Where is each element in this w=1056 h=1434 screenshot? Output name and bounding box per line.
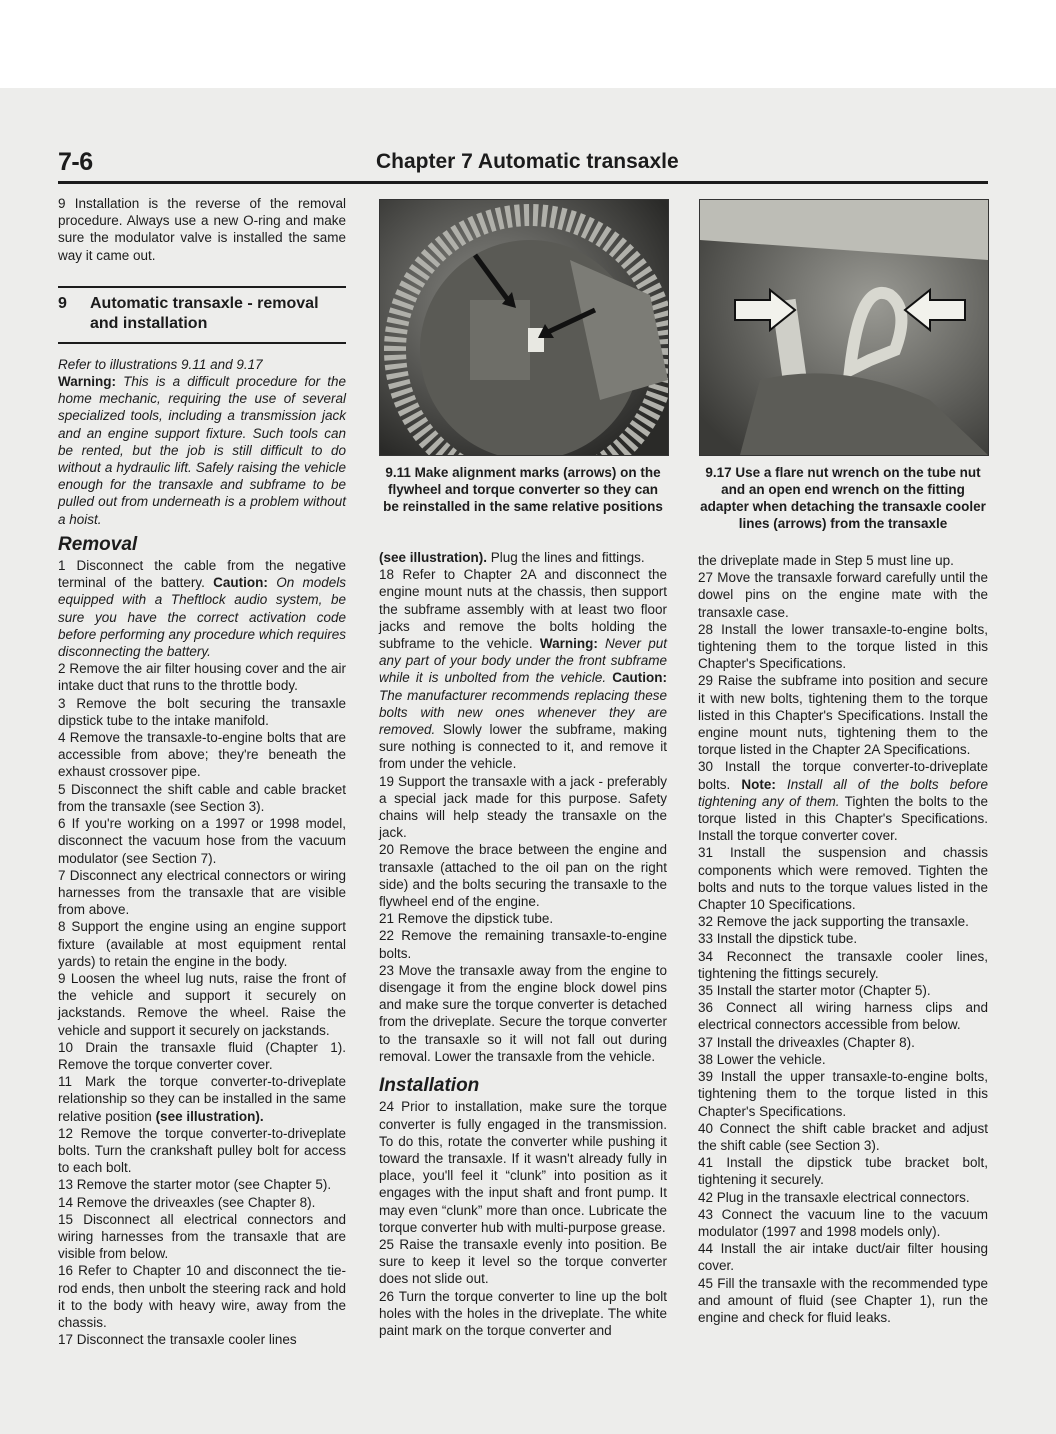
see-illustration: (see illustration). bbox=[155, 1108, 264, 1124]
caution-text: On models equipped with a Theftlock audio system, be sure you have the correct activation code before performing any procedure which requires disconnecting the battery. bbox=[58, 575, 346, 660]
step-24: 24 Prior to installation, make sure the torque converter is fully engaged in the transmission. To do this, rotate the converter while pushing it toward the transaxle. If it wasn't already fully in place, you'll feel it “clunk” into position as it engages with the input shaft and front pump. It may even “clunk” more than once. Lubricate the torque converter hub with multi-purpose grease. bbox=[379, 1099, 667, 1235]
warning-text: This is a difficult procedure for the home mechanic, requiring the use of several specialized tools, including a transmission jack and an engine support fixture. Such tools can be rented, but the job is still difficult to do without a hydraulic lift. Safely raising the vehicle enough for the transaxle and subframe to be pulled out from underneath is a problem without a hoist. bbox=[58, 374, 346, 527]
intro-paragraph: 9 Installation is the reverse of the removal procedure. Always use a new O-ring and make sure the modulator valve is installed the same way it came out. bbox=[58, 196, 346, 263]
column-left bbox=[58, 195, 346, 1348]
step-25: 25 Raise the transaxle evenly into position. Be sure to keep it level so the torque converter does not slide out. bbox=[379, 1236, 667, 1287]
step-38: 38 Lower the vehicle. bbox=[698, 1051, 826, 1067]
step-23: 23 Move the transaxle away from the engine to disengage it from the engine block dowel pins and make sure the torque converter is detached from the driveplate. Secure the torque converter to the transaxle so it will not fall out during removal. Lower the transaxle from the vehicle. bbox=[379, 962, 667, 1064]
step-14: 14 Remove the driveaxles (see Chapter 8). bbox=[58, 1194, 316, 1210]
step-43: 43 Connect the vacuum line to the vacuum modulator (1997 and 1998 models only). bbox=[698, 1206, 988, 1239]
step-1 bbox=[58, 557, 346, 660]
refer-note: Refer to illustrations 9.11 and 9.17 bbox=[58, 356, 263, 372]
figure-9-11-caption: 9.11 Make alignment marks (arrows) on the flywheel and torque converter so they can be reinstalled in the same relative positions bbox=[383, 465, 663, 514]
section-number: 9 bbox=[58, 294, 67, 312]
step-11-text: 11 Mark the torque converter-to-driveplate relationship so they can be installed in the same relative position bbox=[58, 1074, 346, 1124]
step-33: 33 Install the dipstick tube. bbox=[698, 931, 858, 947]
step-17: 17 Disconnect the transaxle cooler lines bbox=[58, 1332, 297, 1348]
section-title: Automatic transaxle - removal and installation bbox=[90, 294, 319, 332]
note-text: Install all of the bolts before tightening any of them. bbox=[698, 776, 988, 809]
warning-paragraph bbox=[58, 373, 346, 528]
step-41: 41 Install the dipstick tube bracket bolt, tightening it securely. bbox=[698, 1155, 988, 1188]
figure-9-17-photo bbox=[699, 199, 989, 456]
step-26: 26 Turn the torque converter to line up the bolt holes with the holes in the driveplate. The white paint mark on the torque converter and bbox=[379, 1288, 667, 1338]
step-15: 15 Disconnect all electrical connectors and wiring harnesses from the transaxle that are visible from below. bbox=[58, 1211, 346, 1262]
step-17-continued bbox=[379, 549, 667, 566]
step-18-text: 18 Refer to Chapter 2A and disconnect the engine mount nuts at the chassis, then support the subframe assembly with at least two floor jacks and remove the bolts holding the subframe to the vehicle. bbox=[379, 567, 667, 652]
step-21: 21 Remove the dipstick tube. bbox=[379, 911, 554, 927]
step-27: 27 Move the transaxle forward carefully until the dowel pins on the engine mate with the transaxle case. bbox=[698, 570, 988, 620]
step-4: 4 Remove the transaxle-to-engine bolts that are accessible from above; they're beneath the exhaust crossover pipe. bbox=[58, 730, 346, 780]
step-30-text: 30 Install the torque converter-to-driveplate bolts. bbox=[698, 759, 988, 792]
step-10: 10 Drain the transaxle fluid (Chapter 1). Remove the torque converter cover. bbox=[58, 1039, 346, 1072]
caution-label: Caution: bbox=[213, 575, 268, 591]
step-29: 29 Raise the subframe into position and secure it with new bolts, tightening them to the torque listed in this Chapter's Specifications. Install the engine mount nuts, tightening them to the torque listed in the Chapter 2A Specifications. bbox=[698, 673, 988, 758]
step-18-text-b: Slowly lower the subframe, making sure nothing is connected to it, and remove it from under the vehicle. bbox=[379, 722, 667, 772]
figure-9-17-caption: 9.17 Use a flare nut wrench on the tube nut and an open end wrench on the fitting adapter when detaching the transaxle cooler lines (arrows) from the transaxle bbox=[700, 465, 986, 531]
step-39: 39 Install the upper transaxle-to-engine bolts, tightening them to the torque listed in this Chapter's Specifications. bbox=[698, 1069, 988, 1119]
chapter-title: Chapter 7 Automatic transaxle bbox=[376, 150, 679, 173]
step-7: 7 Disconnect any electrical connectors or wiring harnesses from the transaxle that are visible from above. bbox=[58, 867, 346, 918]
step-12: 12 Remove the torque converter-to-driveplate bolts. Turn the crankshaft pulley bolt for access to each bolt. bbox=[58, 1125, 346, 1176]
step-11 bbox=[58, 1073, 346, 1125]
note-label: Note: bbox=[741, 776, 776, 792]
page-number: 7-6 bbox=[58, 148, 93, 176]
warning-text-2: Never put any part of your body under the front subframe while it is unbolted from the vehicle. bbox=[379, 636, 668, 686]
step-26-continued: the driveplate made in Step 5 must line up. bbox=[698, 553, 954, 568]
section-heading bbox=[58, 286, 346, 344]
step-19: 19 Support the transaxle with a jack - preferably a special jack made for this purpose. Safety chains will help steady the transaxle on the jack. bbox=[379, 773, 667, 841]
step-3: 3 Remove the bolt securing the transaxle dipstick tube to the intake manifold. bbox=[58, 695, 346, 728]
step-5: 5 Disconnect the shift cable and cable bracket from the transaxle (see Section 3). bbox=[58, 781, 346, 814]
column-right bbox=[698, 552, 988, 1326]
step-2: 2 Remove the air filter housing cover and the air intake duct that runs to the throttle body. bbox=[58, 661, 346, 694]
removal-heading: Removal bbox=[58, 533, 138, 555]
step-8: 8 Support the engine using an engine support fixture (available at most equipment rental yards) to retain the engine in the body. bbox=[58, 919, 346, 969]
step-34: 34 Reconnect the transaxle cooler lines, tightening the fittings securely. bbox=[698, 948, 988, 981]
step-42: 42 Plug in the transaxle electrical connectors. bbox=[698, 1189, 970, 1205]
caution-text-2: The manufacturer recommends replacing these bolts with new ones whenever they are removed. bbox=[379, 687, 667, 738]
step-1-text: 1 Disconnect the cable from the negative terminal of the battery. bbox=[58, 558, 346, 591]
step-37: 37 Install the driveaxles (Chapter 8). bbox=[698, 1034, 915, 1050]
step-36: 36 Connect all wiring harness clips and electrical connectors accessible from below. bbox=[698, 1000, 988, 1033]
step-30 bbox=[698, 758, 988, 844]
step-28: 28 Install the lower transaxle-to-engine bolts, tightening them to the torque listed in this Chapter's Specifications. bbox=[698, 621, 988, 672]
step-44: 44 Install the air intake duct/air filter housing cover. bbox=[698, 1241, 988, 1274]
page-header bbox=[58, 148, 988, 184]
step-30-text-b: Tighten the bolts to the torque listed in this Chapter's Specifications. Install the torque converter cover. bbox=[698, 793, 988, 844]
step-32: 32 Remove the jack supporting the transaxle. bbox=[698, 914, 969, 930]
column-middle bbox=[379, 549, 667, 1339]
header-rule bbox=[58, 181, 988, 184]
warning-label-2: Warning: bbox=[539, 636, 598, 652]
figure-9-11-photo bbox=[379, 199, 669, 456]
installation-heading: Installation bbox=[379, 1075, 480, 1097]
step-13: 13 Remove the starter motor (see Chapter 5). bbox=[58, 1177, 332, 1193]
step-45: 45 Fill the transaxle with the recommended type and amount of fluid (see Chapter 1), run the engine and check for fluid leaks. bbox=[698, 1275, 988, 1325]
step-6: 6 If you're working on a 1997 or 1998 model, disconnect the vacuum hose from the vacuum modulator (see Section 7). bbox=[58, 816, 346, 866]
step-40: 40 Connect the shift cable bracket and adjust the shift cable (see Section 3). bbox=[698, 1120, 988, 1153]
step-9: 9 Loosen the wheel lug nuts, raise the front of the vehicle and support it securely on jackstands. Remove the wheel. Raise the vehicle and support it securely on jackstands. bbox=[58, 970, 346, 1038]
step-18 bbox=[379, 566, 667, 772]
step-20: 20 Remove the brace between the engine and transaxle (attached to the oil pan on the right side) and the bolts securing the transaxle to the flywheel end of the engine. bbox=[379, 842, 667, 910]
caution-label-2: Caution: bbox=[612, 670, 667, 686]
step-22: 22 Remove the remaining transaxle-to-engine bolts. bbox=[379, 928, 667, 961]
step-35: 35 Install the starter motor (Chapter 5). bbox=[698, 983, 931, 999]
warning-label: Warning: bbox=[58, 374, 116, 390]
step-17-cont-text: Plug the lines and fittings. bbox=[487, 550, 645, 565]
see-illustration-2: (see illustration). bbox=[379, 550, 488, 565]
step-31: 31 Install the suspension and chassis components which were removed. Tighten the bolts and nuts to the torque values listed in the Chapter 10 Specifications. bbox=[698, 845, 988, 913]
step-16: 16 Refer to Chapter 10 and disconnect the tie-rod ends, then unbolt the steering rack and hold it to the body with heavy wire, away from the chassis. bbox=[58, 1263, 346, 1330]
